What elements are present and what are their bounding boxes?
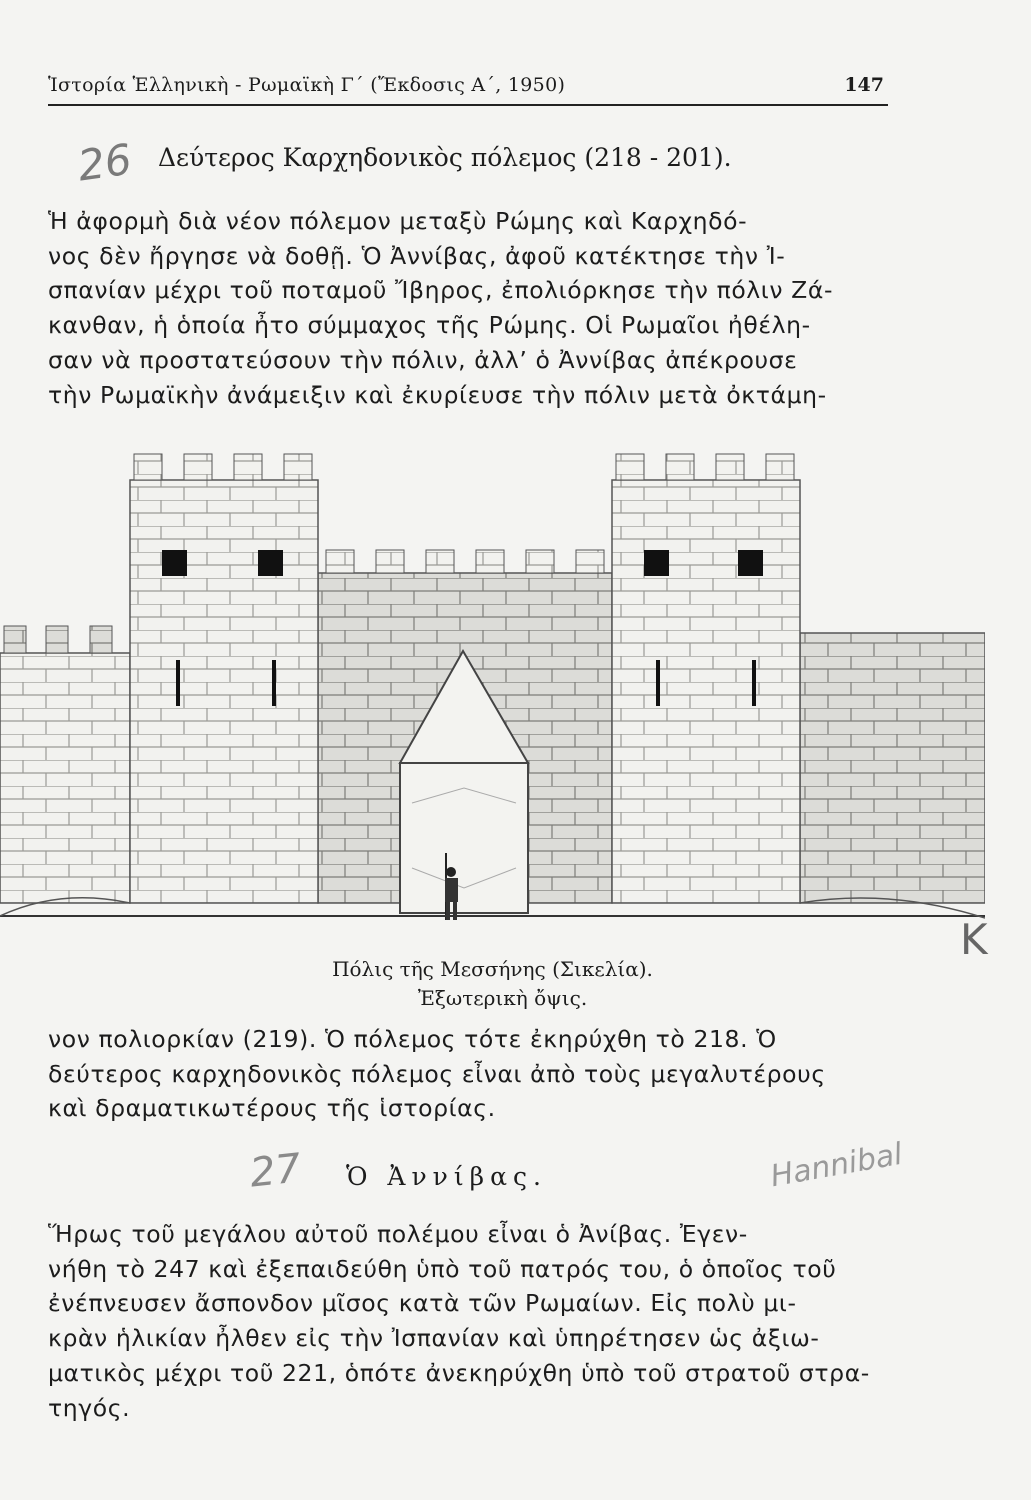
running-header: [48, 70, 888, 106]
page-number: 147: [844, 74, 884, 96]
left-tower: [130, 454, 318, 903]
text-line: τὴν Ρωμαϊκὴν ἀνάμειξιν καὶ ἐκυρίευσε τὴν πόλιν μετὰ ὀκτάμη-: [48, 380, 827, 409]
handwritten-letter-k: K: [960, 915, 988, 964]
text-line: ἐνέπνευσεν ἄσπονδον μῖσος κατὰ τῶν Ρωμαίων. Εἰς πολὺ μι-: [48, 1289, 797, 1318]
handwritten-subsection-number: 27: [247, 1145, 304, 1197]
text-line: καὶ δραματικωτέρους τῆς ἱστορίας.: [48, 1094, 496, 1123]
text-line: ματικὸς μέχρι τοῦ 221, ὁπότε ἀνεκηρύχθη ὑπὸ τοῦ στρατοῦ στρα-: [48, 1358, 870, 1387]
paragraph-war-declared: [48, 1022, 890, 1126]
running-title: Ἱστορία Ἑλληνικὴ - Ρωμαϊκὴ Γ΄ (Ἔκδοσις Α΄, 1950): [48, 74, 566, 96]
text-line: κανθαν, ἡ ὁποία ἦτο σύμμαχος τῆς Ρώμης. Οἱ Ρωμαῖοι ἠθέλη-: [48, 311, 811, 340]
right-tower: [612, 454, 800, 903]
text-line: Ἡ ἀφορμὴ διὰ νέον πόλεμον μεταξὺ Ρώμης καὶ Καρχηδό-: [48, 207, 748, 235]
text-line: σαν νὰ προστατεύσουν τὴν πόλιν, ἀλλ’ ὁ Ἀννίβας ἀπέκρουσε: [48, 345, 798, 374]
right-outer-wall: [800, 633, 985, 903]
handwritten-hannibal-note: Hannibal: [767, 1136, 906, 1195]
subheading-hannibal: Ὁ Ἀννίβας.: [346, 1162, 547, 1191]
text-line: δεύτερος καρχηδονικὸς πόλεμος εἶναι ἀπὸ τοὺς μεγαλυτέρους: [48, 1059, 826, 1088]
text-line: νος δὲν ἤργησε νὰ δοθῇ. Ὁ Ἀννίβας, ἀφοῦ κατέκτησε τὴν Ἰ-: [48, 241, 786, 270]
paragraph-intro: [48, 204, 890, 412]
text-line: Ἥρως τοῦ μεγάλου αὐτοῦ πολέμου εἶναι ὁ Ἀνίβας. Ἐγεν-: [48, 1220, 748, 1248]
handwritten-section-number: 26: [74, 134, 135, 191]
figure-caption-title: Πόλις τῆς Μεσσήνης (Σικελία).: [332, 957, 653, 981]
section-heading: Δεύτερος Καρχηδονικὸς πόλεμος (218 - 201).: [158, 143, 732, 172]
text-line: τηγός.: [48, 1393, 131, 1422]
messina-walls-illustration: [0, 448, 985, 936]
paragraph-hannibal: [48, 1217, 890, 1425]
left-outer-wall: [0, 626, 130, 903]
text-line: νήθη τὸ 247 καὶ ἐξεπαιδεύθη ὑπὸ τοῦ πατρός του, ὁ ὁποῖος τοῦ: [48, 1254, 837, 1283]
figure-caption-subtitle: Ἐξωτερικὴ ὄψις.: [417, 986, 588, 1010]
text-line: νον πολιορκίαν (219). Ὁ πόλεμος τότε ἐκηρύχθη τὸ 218. Ὁ: [48, 1025, 777, 1053]
text-line: σπανίαν μέχρι τοῦ ποταμοῦ Ἴβηρος, ἐπολιόρκησε τὴν πόλιν Ζά-: [48, 276, 834, 305]
text-line: κρὰν ἡλικίαν ἦλθεν εἰς τὴν Ἰσπανίαν καὶ ὑπηρέτησεν ὡς ἀξιω-: [48, 1324, 820, 1353]
